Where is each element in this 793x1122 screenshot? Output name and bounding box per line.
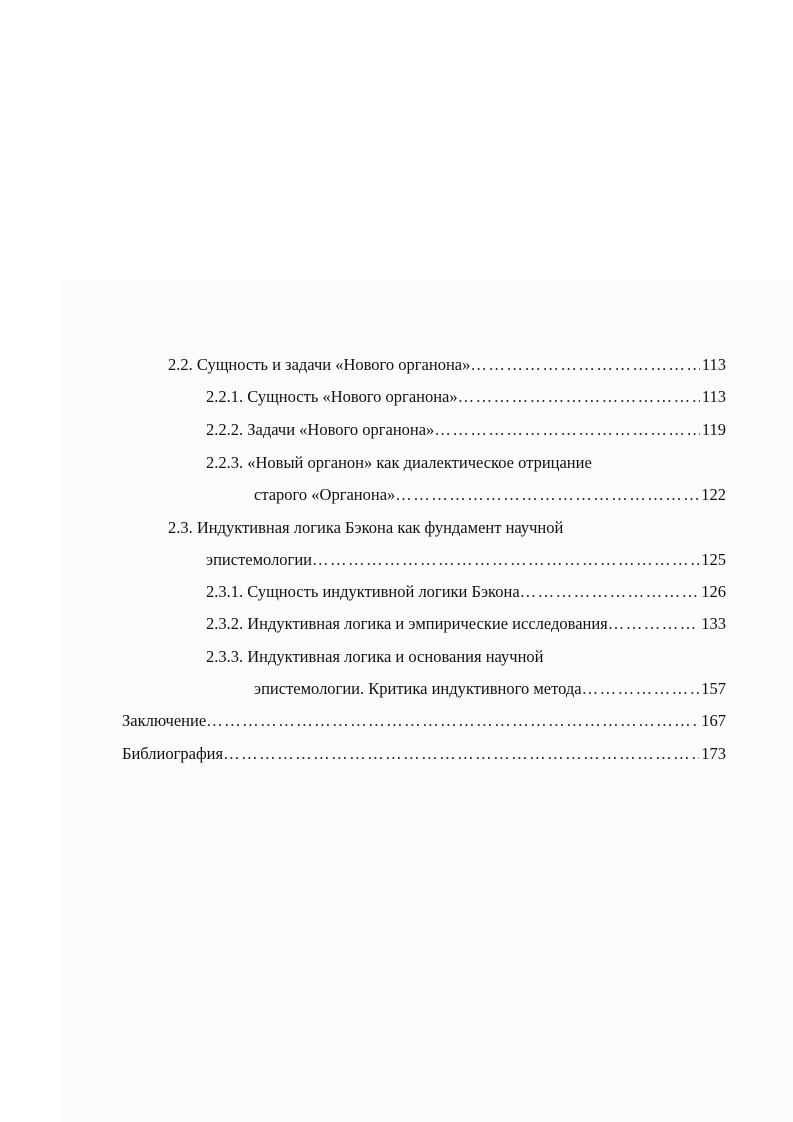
toc-page-number: 126 xyxy=(701,582,726,601)
toc-leader-dots xyxy=(458,387,700,407)
toc-entry-2-3-1[interactable] xyxy=(206,582,726,602)
toc-title: 2.2.2. Задачи «Нового органона» xyxy=(206,420,435,439)
toc-leader-dots xyxy=(470,355,700,375)
toc-title: Библиография xyxy=(122,744,224,763)
toc-title: 2.2. Сущность и задачи «Нового органона» xyxy=(168,355,471,374)
toc-page-number: 125 xyxy=(701,550,726,569)
toc-entry-2-2-1[interactable] xyxy=(206,387,726,407)
toc-page-number: 167 xyxy=(701,711,726,730)
toc-entry-2-3-line2[interactable] xyxy=(206,550,726,570)
toc-entry-conclusion[interactable] xyxy=(122,711,726,731)
toc-leader-dots xyxy=(608,614,699,634)
toc-leader-dots xyxy=(434,420,700,440)
toc-leader-dots xyxy=(582,679,700,699)
toc-entry-2-2-3-line1[interactable] xyxy=(206,453,726,473)
toc-title: эпистемологии. Критика индуктивного метода xyxy=(254,679,582,698)
toc-title: 2.2.1. Сущность «Нового органона» xyxy=(206,387,458,406)
toc-page-number: 113 xyxy=(701,387,726,406)
toc-page-number: 173 xyxy=(701,744,726,763)
toc-title: эпистемологии xyxy=(206,550,312,569)
toc-leader-dots xyxy=(223,744,699,764)
toc-page-number: 119 xyxy=(701,420,726,439)
toc-entry-2-3-line1[interactable] xyxy=(168,518,726,538)
toc-entry-bibliography[interactable] xyxy=(122,744,726,764)
toc-page-number: 157 xyxy=(701,679,726,698)
toc-title: старого «Органона» xyxy=(254,485,396,504)
toc-entry-2-2-3-line2[interactable] xyxy=(254,485,726,505)
toc-leader-dots xyxy=(312,550,699,570)
toc-page-number: 122 xyxy=(701,485,726,504)
toc-page-number: 113 xyxy=(701,355,726,374)
toc-title: 2.3.2. Индуктивная логика и эмпирические исследования xyxy=(206,614,608,633)
toc-entry-2-2-2[interactable] xyxy=(206,420,726,440)
toc-entry-2-2[interactable] xyxy=(168,355,726,375)
toc-entry-2-3-2[interactable] xyxy=(206,614,726,634)
toc-leader-dots xyxy=(395,485,699,505)
toc-leader-dots xyxy=(206,711,699,731)
toc-title: 2.3.1. Сущность индуктивной логики Бэкона xyxy=(206,582,520,601)
toc-leader-dots xyxy=(520,582,700,602)
toc-title: 2.3. Индуктивная логика Бэкона как фундамент научной xyxy=(168,518,564,537)
toc-entry-2-3-3-line2[interactable] xyxy=(254,679,726,699)
toc-page-number: 133 xyxy=(701,614,726,633)
toc-title: 2.2.3. «Новый органон» как диалектическое отрицание xyxy=(206,453,592,472)
toc-entry-2-3-3-line1[interactable] xyxy=(206,647,726,667)
toc-title: 2.3.3. Индуктивная логика и основания научной xyxy=(206,647,544,666)
toc-title: Заключение xyxy=(122,711,207,730)
